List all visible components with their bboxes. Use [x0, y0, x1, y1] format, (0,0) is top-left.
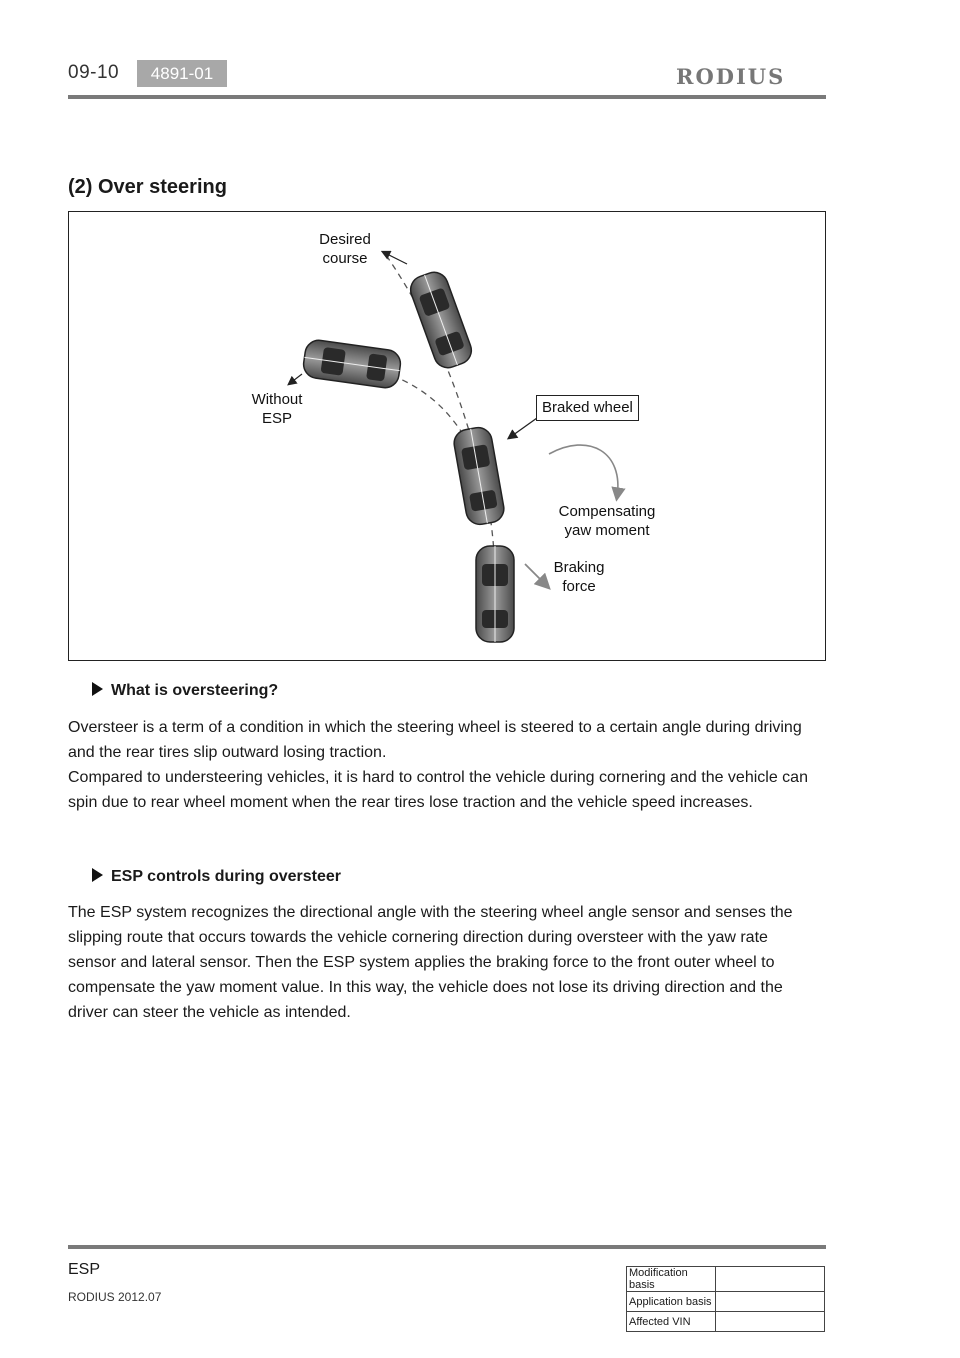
- table-row: [627, 1267, 825, 1292]
- braked-wheel-pointer: [509, 418, 537, 438]
- brand-logo: RODIUS: [676, 64, 786, 89]
- page-number: 09-10: [68, 62, 120, 83]
- table-row: [627, 1292, 825, 1312]
- header-divider: [68, 95, 826, 99]
- diagram-graphic: [69, 212, 825, 660]
- compensating-yaw-label: Compensating yaw moment: [558, 503, 656, 539]
- section-code-badge: 4891-01: [137, 60, 227, 87]
- bullet-heading-oversteering: What is oversteering?: [92, 682, 278, 700]
- triangle-bullet-icon: [92, 868, 103, 882]
- table-cell-value: [716, 1312, 825, 1332]
- without-esp-arrow: [289, 374, 302, 384]
- paragraph-oversteer-definition: Oversteer is a term of a condition in which the steering wheel is steered to a certain angle during driving and the rear tires slip outward losing traction.: [68, 719, 802, 761]
- car-bottom: [476, 546, 514, 642]
- triangle-bullet-icon: [92, 682, 103, 696]
- desired-course-arrow: [383, 252, 407, 264]
- oversteer-diagram: [68, 211, 826, 661]
- car-spun: [302, 339, 402, 390]
- paragraph-esp-controls: The ESP system recognizes the directional angle with the steering wheel angle sensor and senses the slipping route that occurs towards the vehicle cornering direction during oversteer with the yaw rate sensor and lateral sensor. Then the ESP system applies the braking force to the front outer wheel to compensate the yaw moment value. In this way, the vehicle does not lose its driving direction and the driver can steer the vehicle as intended.: [68, 904, 793, 1021]
- car-top: [407, 268, 476, 371]
- table-row: [627, 1312, 825, 1332]
- bullet-heading-esp-controls: ESP controls during oversteer: [92, 868, 341, 886]
- table-cell-value: [716, 1267, 825, 1292]
- table-cell-label: Modification basis: [627, 1267, 716, 1292]
- braking-force-label: Braking force: [553, 559, 605, 595]
- footer-section-name: ESP: [68, 1261, 101, 1278]
- car-middle: [452, 425, 506, 526]
- table-cell-label: Affected VIN: [627, 1312, 716, 1332]
- braking-force-arrow: [525, 564, 547, 586]
- braked-wheel-label: Braked wheel: [536, 395, 639, 421]
- yaw-moment-arrow: [549, 445, 618, 497]
- desired-course-label: Desired course: [319, 231, 371, 267]
- table-cell-label: Application basis: [627, 1292, 716, 1312]
- footer-model-date: RODIUS 2012.07: [68, 1290, 162, 1304]
- modification-table: [626, 1266, 825, 1332]
- table-cell-value: [716, 1292, 825, 1312]
- without-esp-label: Without ESP: [251, 391, 303, 427]
- footer-divider: [68, 1245, 826, 1249]
- paragraph-oversteer-comparison: Compared to understeering vehicles, it is hard to control the vehicle during cornering and the vehicle can spin due to rear wheel moment when the rear tires lose traction and the vehicle speed increases.: [68, 769, 808, 811]
- section-title: (2) Over steering: [68, 176, 227, 198]
